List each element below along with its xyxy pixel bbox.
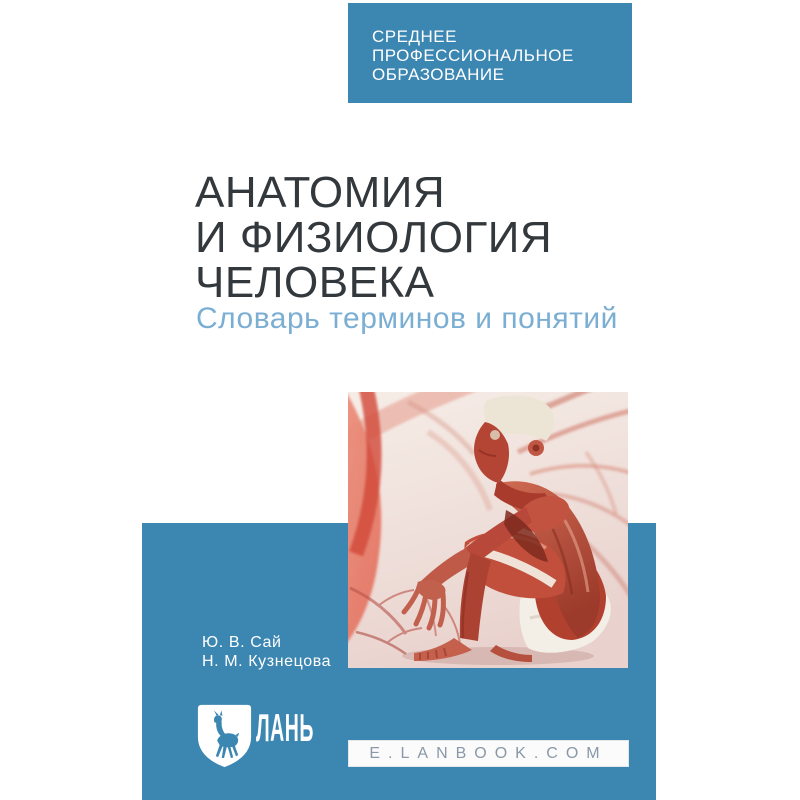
publisher-name: ЛАНЬ xyxy=(256,707,314,750)
book-title xyxy=(195,170,552,305)
anatomy-illustration xyxy=(348,392,628,668)
author-name: Ю. В. Сай xyxy=(202,634,282,651)
website-plate: E.LANBOOK.COM xyxy=(348,740,629,767)
author-name: Н. М. Кузнецова xyxy=(202,653,332,670)
education-level-badge xyxy=(348,3,632,103)
badge-line: ПРОФЕССИОНАЛЬНОЕ xyxy=(372,46,574,65)
badge-line: СРЕДНЕЕ xyxy=(372,27,457,46)
title-line: АНАТОМИЯ xyxy=(195,168,446,217)
title-line: ЧЕЛОВЕКА xyxy=(195,258,435,307)
title-line: И ФИЗИОЛОГИЯ xyxy=(195,213,553,262)
authors xyxy=(202,633,331,671)
book-subtitle: Словарь терминов и понятий xyxy=(196,302,618,335)
publisher-logo xyxy=(197,702,347,772)
badge-line: ОБРАЗОВАНИЕ xyxy=(372,65,505,84)
deer-shield-icon xyxy=(197,702,252,775)
